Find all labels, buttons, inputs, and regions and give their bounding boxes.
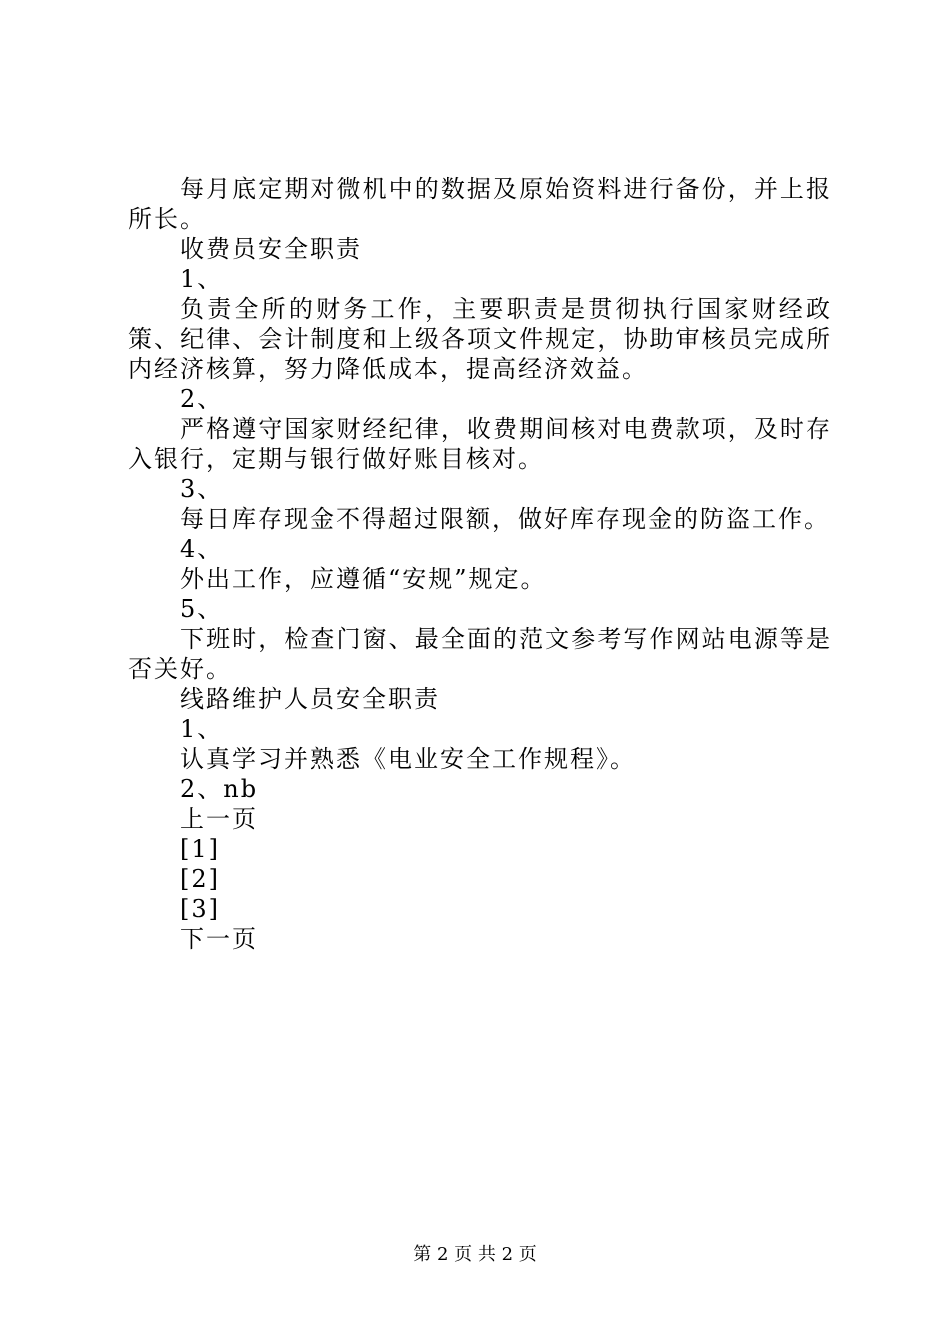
paragraph-cash-limit: 每日库存现金不得超过限额，做好库存现金的防盗工作。	[180, 505, 830, 533]
paragraph-finance-discipline: 严格遵守国家财经纪律，收费期间核对电费款项，及时存入银行，定期与银行做好账目核对。	[128, 415, 832, 473]
pagination-prev-link[interactable]	[128, 804, 832, 834]
prev-page-label[interactable]: 上一页	[180, 805, 258, 833]
pagination-next-link[interactable]	[128, 924, 832, 954]
item-number-3: 3、	[180, 475, 224, 503]
item-number-4: 4、	[180, 535, 224, 563]
next-page-label[interactable]: 下一页	[180, 925, 258, 953]
item-number-1b: 1、	[180, 715, 224, 743]
page-3-label[interactable]: [3]	[180, 895, 220, 923]
paragraph-outside-work: 外出工作，应遵循“安规”规定。	[180, 565, 547, 593]
item-number-5: 5、	[180, 595, 224, 623]
heading-line-maintenance-safety: 线路维护人员安全职责	[180, 685, 440, 713]
paragraph-end-of-shift: 下班时，检查门窗、最全面的范文参考写作网站电源等是否关好。	[128, 625, 832, 683]
pagination-page-1[interactable]	[128, 834, 832, 864]
page-1-label[interactable]: [1]	[180, 835, 220, 863]
page-2-label[interactable]: [2]	[180, 865, 220, 893]
item-number-2b: 2、nb	[180, 775, 259, 803]
page-footer	[0, 1244, 950, 1266]
page-number-label: 第 2 页 共 2 页	[413, 1244, 537, 1265]
item-number-1: 1、	[180, 265, 224, 293]
document-body	[128, 174, 832, 954]
pagination-page-2[interactable]	[128, 864, 832, 894]
paragraph-backup: 每月底定期对微机中的数据及原始资料进行备份，并上报所长。	[128, 175, 832, 233]
item-number-2: 2、	[180, 385, 224, 413]
pagination-page-3[interactable]	[128, 894, 832, 924]
paragraph-study-rules: 认真学习并熟悉《电业安全工作规程》。	[180, 745, 636, 773]
paragraph-finance-duty: 负责全所的财务工作，主要职责是贯彻执行国家财经政策、纪律、会计制度和上级各项文件规定，协助审核员完成所内经济核算，努力降低成本，提高经济效益。	[128, 295, 832, 383]
heading-cashier-safety: 收费员安全职责	[180, 235, 362, 263]
